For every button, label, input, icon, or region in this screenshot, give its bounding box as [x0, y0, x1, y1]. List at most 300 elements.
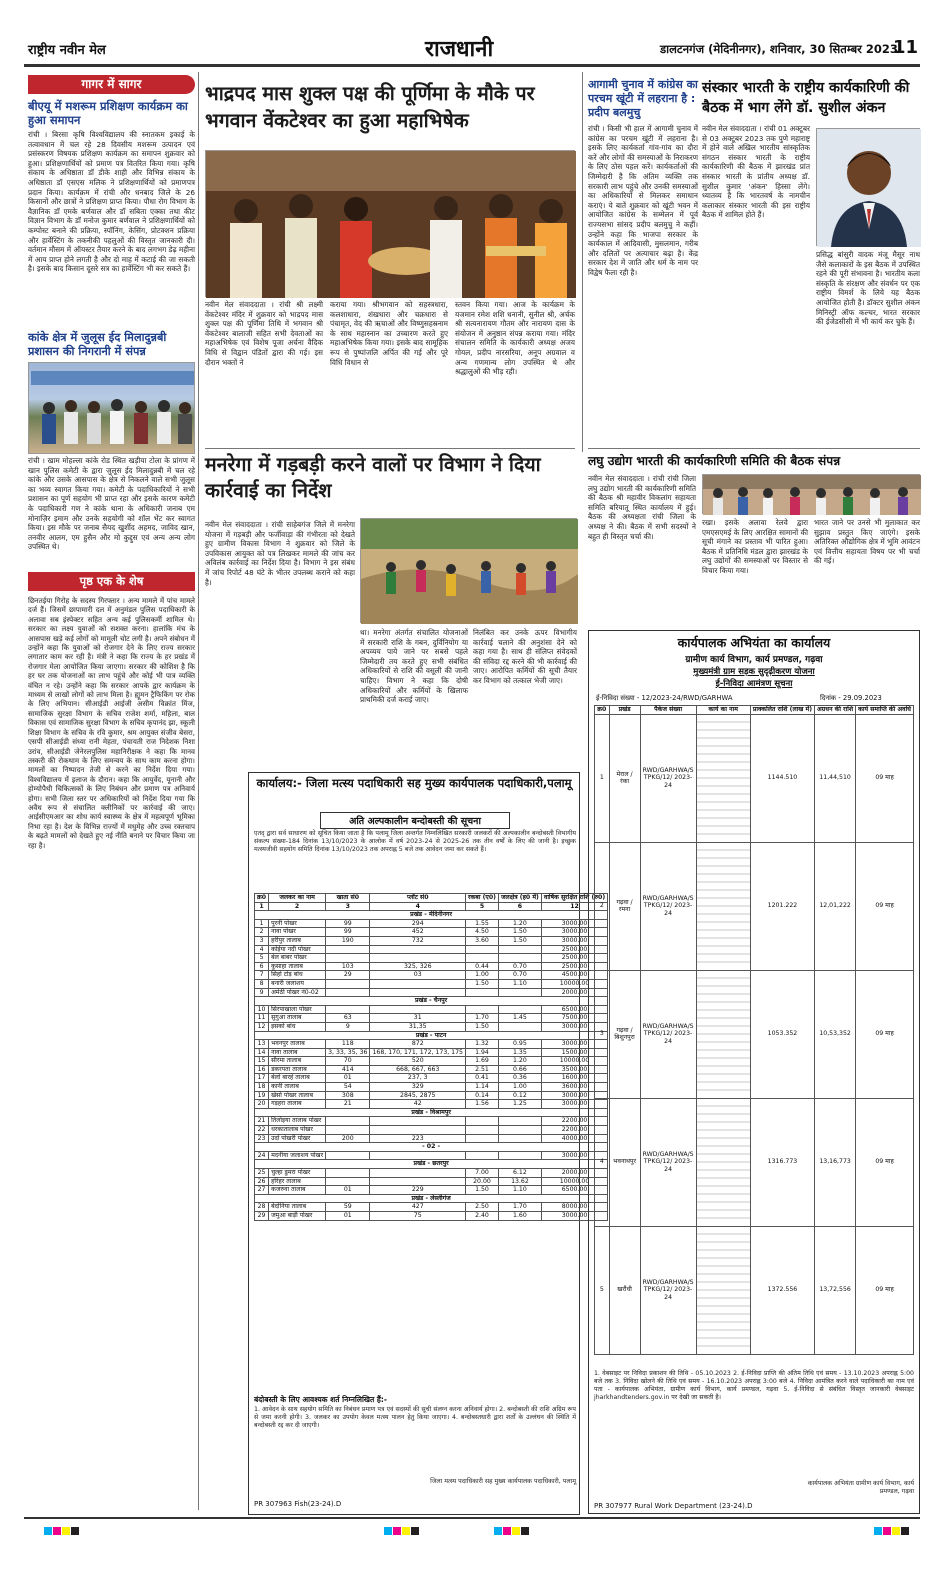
rwd-table-cell: 1201.222: [750, 842, 814, 970]
fish-table-row: [255, 919, 608, 928]
fish-table-cell: 0.66: [498, 1065, 541, 1074]
fish-table-cell: 103: [326, 962, 370, 971]
fish-table-cell: 2500.00: [541, 962, 607, 971]
fish-table-cell: बेलो बारहे तालाब: [269, 1074, 326, 1083]
shesh-body: छिनतईया गिरोह के सदस्य गिरफ्तार । अन्य मामले में पांच मामले दर्ज हैं। जिसमें छापामारी दल में अनुमंडल पुलिस पदाधिकारी के अलावा सब इंस्पेक्टर सहित अन्य कई पुलिसकर्मी शामिल थे। सरकार का लक्ष्य युवाओं को सशक्त करना। हालांकि मंच के आसपास खड़े कई लोगों को मामूली चोट लगी है। अपने संबोधन में उन्होंने कहा कि युवाओं को रोजगार देने के लिए राज्य सरकार लगातार काम कर रही है। मंत्री ने कहा कि राज्य के हर प्रखंड में रोजगार मेला आयोजित किया जाएगा। सरकार की कोशिश है कि हर घर तक योजनाओं का लाभ पहुंचे और कोई भी पात्र व्यक्ति वंचित न रहे। उन्होंने कहा कि सरकार आपके द्वार कार्यक्रम के माध्यम से लाखों लोगों को लाभ मिला है। ह्यूमन ट्रैफिकिंग पर रोक के लिए अभियान। सीआईडी आईजी असीम विक्रांत मिंज, सामाजिक सुरक्षा विभाग के सचिव राजेश शर्मा, महिला, बाल विकास एवं सामाजिक सुरक्षा विभाग के सचिव कृपानंद झा, स्कूली शिक्षा विभाग के सचिव के रवि कुमार, श्रम आयुक्त संजीव बेसरा, एसपी सीआईडी संध्या रानी मेहता, पंचायती राज निदेशक निशा उरांव, सीआईडी जेनेरलपुलिस महानिरीक्षक ने कहा कि मानव तस्करी की रोकथाम के लिए समन्वय के साथ काम करना होगा। मामलों का निष्पादन तेजी से करने का निर्देश दिया गया। विश्वविद्यालय में इलाज के दौरान। कहा कि आयुर्वेद, यूनानी और होम्योपैथी चिकित्सकों के लिए निबंधन और प्रमाण पत्र अनिवार्य होगा। सभी जिला स्तर पर अधिकारियों को निर्देश दिया गया कि अवैध रूप से संचालित क्लीनिकों पर कार्रवाई की जाए। आईसीएमआर का शोध कार्य स्वास्थ्य के क्षेत्र में महत्वपूर्ण भूमिका निभा रहा है। देश के विभिन्न राज्यों में मधुमेह और उच्च रक्तचाप के बढ़ते मामलों को देखते हुए नई नीति बनाने पर विचार किया जा रहा है।: [28, 596, 198, 850]
fish-table-cell: [370, 988, 466, 997]
fish-table-cell: [326, 954, 370, 963]
fish-table-cell: चुल्हा डुमरा पोखर: [269, 1169, 326, 1178]
fish-table-cell: 12: [255, 1022, 269, 1031]
rwd-table-grid: [594, 705, 914, 1355]
fish-table-cell: [466, 1134, 499, 1143]
fish-table: [254, 893, 606, 1221]
masthead-dateline: डालटनगंज (मेदिनीनगर), शनिवार, 30 सितम्बर 2023: [660, 42, 898, 56]
fish-table-cell: 14: [255, 1048, 269, 1057]
footer-rule: [24, 1517, 920, 1519]
fish-table-cell: 03: [370, 971, 466, 980]
fish-th: 6: [498, 902, 541, 911]
fish-table-cell: 1: [255, 919, 269, 928]
fish-table-cell: [498, 1151, 541, 1160]
fish-th: क्र0: [255, 894, 269, 903]
fish-table-cell: [326, 1151, 370, 1160]
fish-table-cell: 6500.00: [541, 1005, 607, 1014]
footer-registration-marks: [24, 1522, 920, 1534]
fish-table-cell: 0.36: [498, 1074, 541, 1083]
fish-table-cell: 668, 667, 663: [370, 1065, 466, 1074]
right-rule-1: [588, 448, 920, 449]
fish-block-label: - 02 -: [255, 1143, 608, 1152]
fish-table-cell: 3, 33, 35, 36: [326, 1048, 370, 1057]
fish-table-cell: 223: [370, 1134, 466, 1143]
rwd-table-row: [595, 714, 914, 842]
rwd-table-cell: गढ़वा / रमना: [609, 842, 640, 970]
fish-terms: 1. आवेदन के साथ सहयोग समिति का निबंधन प्रमाण पत्र एवं सदस्यों की सूची संलग्न करना अनिवार्य होगा। 2. बन्दोबस्ती की राशि अग्रिम रूप से जमा करनी होगी। 3. जलकर का उपयोग केवल मत्स्य पालन हेतु किया जाएगा। 4. बन्दोबस्तधारी द्वारा शर्तों के उल्लंघन की स्थिति में बन्दोबस्ती रद्द कर दी जाएगी।: [254, 1406, 579, 1430]
fish-table-cell: 01: [326, 1186, 370, 1195]
fish-table-cell: 2: [255, 928, 269, 937]
lead-col-1: नवीन मेल संवाददाता । रांची श्री लक्ष्मी वेंकटेश्वर मंदिर में शुक्रवार को भाद्रपद मास शुक्ल पक्ष की पूर्णिमा तिथि में भगवान श्री वेंकटेश्वर बालाजी सहित सभी देवताओं का महाअभिषेक एवं विशेष पूजा अर्चना वैदिक विधि से विद्वान पंडितों द्वारा की गई। इस दौरान भक्तों ने: [205, 300, 326, 367]
fish-table-cell: 452: [370, 928, 466, 937]
rwd-table-cell: 4: [595, 1098, 610, 1226]
fish-table-cell: बेदोनिया तालाब: [269, 1203, 326, 1212]
registration-swatch: [883, 1527, 891, 1535]
lead-bottom-rule: [205, 448, 575, 449]
rwd-table-row: [595, 1098, 914, 1226]
fish-table-cell: 75: [370, 1211, 466, 1220]
fish-table-cell: [466, 954, 499, 963]
fish-table-cell: 872: [370, 1040, 466, 1049]
fish-table-cell: [498, 954, 541, 963]
rwd-table-cell: RWD/GARHWA/S TPKG/12/ 2023-24: [640, 970, 696, 1098]
fish-th: वार्षिक सुरक्षित राशि (रु0): [541, 894, 607, 903]
fish-table-cell: 01: [326, 1074, 370, 1083]
fish-table-cell: 70: [326, 1057, 370, 1066]
fish-table-cell: 7500.00: [541, 1014, 607, 1023]
registration-swatch: [512, 1527, 520, 1535]
rally-people-graphic: [29, 363, 196, 455]
fish-table-cell: 8: [255, 979, 269, 988]
fish-table-cell: 520: [370, 1057, 466, 1066]
lead-col-3: स्तवन किया गया। आज के कार्यक्रम के यजमान रमेश शशि धनानी, सुनील श्री, अर्चक श्री सत्यनारायण गौतम और नारायण दास के संयोजन में अनुष्ठान संपन्न कराया गया। मंदिर संचालन समिति के कार्यकारी अध्यक्ष अजय गोयल, प्रदीप नारसरिया, अनूप अग्रवाल व अन्य गणमान्य लोग उपस्थित थे और श्रद्धालुओं की भीड़ रही।: [455, 300, 578, 377]
rwd-th: क्र0: [595, 706, 610, 715]
fish-table-cell: नावा तालाब: [269, 1048, 326, 1057]
fish-block-label: प्रखंड - पाटन: [255, 1031, 608, 1040]
rwd-signatory: कार्यपालक अभियंता ग्रामीण कार्य विभाग, कार्य प्रमण्डल, गढ़वा: [807, 1480, 917, 1495]
fish-table-cell: तिलोइया तालाब पोखर: [269, 1117, 326, 1126]
rwd-table-cell: 09 माह: [856, 1226, 914, 1354]
rwd-table-cell: RWD/GARHWA/S TPKG/12/ 2023-24: [640, 1226, 696, 1354]
fish-table-cell: 21: [326, 1100, 370, 1109]
fish-table-cell: [370, 1117, 466, 1126]
fish-table-cell: कानी तालाब: [269, 1083, 326, 1092]
masthead-section: राजधानी: [425, 37, 494, 62]
rwd-table-cell: RWD/GARHWA/S TPKG/12/ 2023-24: [640, 1098, 696, 1226]
fish-block-row: [255, 997, 608, 1006]
fish-table-cell: 0.44: [466, 962, 499, 971]
fish-block-row: [255, 1143, 608, 1152]
fish-table-cell: 0.12: [498, 1091, 541, 1100]
rwd-notes: 1. वेबसाइट पर निविदा प्रकाशन की तिथि - 05.10.2023 2. ई-निविदा प्राप्ति की अंतिम तिथि एवं समय - 13.10.2023 अपराह्न 5:00 बजे तक 3. निविदा खोलने की तिथि एवं समय - 16.10.2023 अपराह्न 3:00 बजे 4. निविदा आमंत्रित करने वाले पदाधिकारी का नाम एवं पता - कार्यपालक अभियंता, ग्रामीण कार्य विभाग, कार्य प्रमण्डल, गढ़वा 5. ई-निविदा से संबंधित विस्तृत जानकारी वेबसाइट jharkhandtenders.gov.in पर देखी जा सकती है।: [594, 1370, 916, 1401]
fish-table-cell: 8000.00: [541, 1203, 607, 1212]
fish-table-cell: सुगुआ तालाब: [269, 1014, 326, 1023]
fish-table-cell: भवनपुर तालाब: [269, 1040, 326, 1049]
fish-table-row: [255, 954, 608, 963]
fish-table-cell: 229: [370, 1186, 466, 1195]
rwd-th: प्राक्कलित राशि (लाख में): [750, 706, 814, 715]
fish-table-cell: डकरपता तालाब: [269, 1065, 326, 1074]
rwd-table-cell: 09 माह: [856, 1098, 914, 1226]
fish-table-cell: बेल बाबर पोखर: [269, 954, 326, 963]
fish-table-cell: [498, 1022, 541, 1031]
fish-table-colnums: [255, 902, 608, 911]
fish-table-cell: 1.00: [498, 1083, 541, 1092]
fish-table-cell: 7: [255, 971, 269, 980]
fish-table-cell: 1.50: [498, 928, 541, 937]
fish-table-cell: 427: [370, 1203, 466, 1212]
sanskar-col-2: प्रसिद्ध बांसुरी वादक मंजू मैसूर नाथ जैसे कलाकारों के इस बैठक में उपस्थित रहने की पूरी संभावना है। भारतीय कला संस्कृति के संरक्षण और संवर्धन पर एक राष्ट्रीय विमर्श के लिये यह बैठक आयोजित होती है। डॉक्टर सुशील अंकन मिनिस्ट्री ऑफ कल्चर, भारत सरकार की ईजेडसीसी में भी कार्य कर चुके हैं।: [816, 250, 923, 327]
story2-headline: कांके क्षेत्र में जुलूस ईद मिलादुन्नबी प्रशासन की निगरानी में संपन्न: [28, 331, 167, 358]
registration-swatch: [384, 1527, 392, 1535]
fish-table-cell: [466, 945, 499, 954]
fish-table-cell: 10000.00: [541, 1057, 607, 1066]
fish-table-cell: नावा पोखर: [269, 928, 326, 937]
fish-block-row: [255, 1194, 608, 1203]
fish-table-cell: 2200.00: [541, 1117, 607, 1126]
fish-table-row: [255, 1048, 608, 1057]
fish-table-cell: 200: [326, 1134, 370, 1143]
rwd-table-cell: 09 माह: [856, 842, 914, 970]
portrait-graphic: [817, 129, 921, 247]
fish-th: प्लॉट सं0: [370, 894, 466, 903]
fish-table-cell: 1.20: [498, 919, 541, 928]
rwd-date: दिनांक - 29.09.2023: [820, 694, 882, 702]
rwd-table-cell: 3: [595, 970, 610, 1098]
fish-table-cell: 11: [255, 1014, 269, 1023]
fish-table-cell: 3000.00: [541, 1091, 607, 1100]
fish-table-cell: सिहो टोड़ बांध: [269, 971, 326, 980]
mnrega-col-2: था। मनरेगा अंतर्गत संचालित योजनाओं में सरकारी राशि के गबन, दुर्विनियोग या अपव्यय पाये जाने पर सबसे पहले जिम्मेदारी तय करते हुए सभी संबंधित अधिकारियों से राशि की वसूली की जानी चाहिए। विभाग ने कहा कि दोषी अधिकारियों और कर्मियों के खिलाफ प्राथमिकी दर्ज कराई जाए।: [360, 628, 471, 705]
fish-table-cell: कोईया नदी पोखर: [269, 945, 326, 954]
fish-notice-title: कार्यालय:- जिला मत्स्य पदाधिकारी सह मुख्य कार्यपालक पदाधिकारी,पलामू: [256, 776, 572, 790]
rwd-table-cell: 13,16,773: [815, 1098, 856, 1226]
fish-table-cell: 1.55: [466, 919, 499, 928]
fish-table-cell: [498, 1005, 541, 1014]
rwd-table-cell: 11,44,510: [815, 714, 856, 842]
fish-table-cell: 25: [255, 1169, 269, 1178]
fish-table-row: [255, 962, 608, 971]
fish-table-cell: 13.62: [498, 1177, 541, 1186]
fish-table-cell: 1500.00: [541, 1048, 607, 1057]
fish-table-header: [255, 894, 608, 903]
fish-table-cell: 1.20: [498, 1057, 541, 1066]
fish-table-cell: हरीपुर तालाब: [269, 936, 326, 945]
rwd-table-cell: 09 माह: [856, 970, 914, 1098]
fish-table-cell: 10000.00: [541, 979, 607, 988]
registration-swatch: [62, 1527, 70, 1535]
rwd-table-cell: 1: [595, 714, 610, 842]
rwd-table-cell: मेराल / रंका: [609, 714, 640, 842]
fish-table-row: [255, 1100, 608, 1109]
fish-table-cell: 7.00: [466, 1169, 499, 1178]
fish-table-row: [255, 1091, 608, 1100]
fish-table-cell: 2000.00: [541, 1169, 607, 1178]
fish-table-cell: 27: [255, 1186, 269, 1195]
fish-table-cell: [370, 1126, 466, 1135]
fish-table-cell: 4000.00: [541, 1134, 607, 1143]
fish-table-cell: कुसाहा तालाब: [269, 962, 326, 971]
election-headline: आगामी चुनाव में कांग्रेस का परचम खूंटी में लहराना है : प्रदीप बलमुचु: [588, 78, 698, 119]
lead-photo: [205, 150, 575, 297]
fish-table-cell: 9: [326, 1022, 370, 1031]
fish-table-cell: 4500.00: [541, 971, 607, 980]
fish-th: 12: [541, 902, 607, 911]
rwd-table: [594, 705, 914, 1355]
fish-table-cell: [326, 988, 370, 997]
center-divider: [582, 72, 583, 452]
fish-th: जलकर का नाम: [269, 894, 326, 903]
fish-block-row: [255, 1031, 608, 1040]
rwd-table-cell: 1053.352: [750, 970, 814, 1098]
fish-th: 3: [326, 902, 370, 911]
fish-table-cell: कजरुवा तालाब: [269, 1186, 326, 1195]
fish-table-row: [255, 1057, 608, 1066]
laghu-photo: [702, 474, 920, 514]
fish-table-cell: 5: [255, 954, 269, 963]
fish-table-cell: 16: [255, 1065, 269, 1074]
fish-table-cell: 0.14: [466, 1091, 499, 1100]
fish-table-cell: 20: [255, 1100, 269, 1109]
fish-table-cell: 1.60: [498, 1211, 541, 1220]
rwd-table-cell: खरौंधी: [609, 1226, 640, 1354]
fish-table-row: [255, 1211, 608, 1220]
rwd-scheme: मुख्यमंत्री ग्राम सड़क सुदृढ़ीकरण योजना: [693, 667, 815, 677]
fish-table-cell: 6: [255, 962, 269, 971]
fish-table-cell: 1.50: [466, 979, 499, 988]
fish-table-row: [255, 936, 608, 945]
fish-terms-title: बंदोबस्ती के लिए आवश्यक शर्त निम्नलिखित हैं:-: [254, 1395, 388, 1404]
masthead-rule: [24, 64, 920, 67]
lead-col-2: कराया गया। श्रीभगवान को सहस्त्रधारा, कलशाधारा, शंखधारा और चक्रधारा से पंचामृत, वेद की ऋचाओं और विष्णुसहस्रनाम के साथ महास्नान का उच्चारण करते हुए महाअभिषेक किया गया। इसके बाद सामूहिक रूप से पुष्पांजलि अर्पित की गई और पूरे विधि विधान से: [330, 300, 451, 367]
registration-swatch: [503, 1527, 511, 1535]
story1-body: रांची । बिरसा कृषि विश्वविद्यालय की स्नातकम इकाई के तत्वावधान में चल रहे 28 दिवसीय मशरूम उत्पादन एवं प्रसंस्करण विषयक प्रशिक्षण कार्यक्रम का समापन शुक्रवार को हुआ। प्रशिक्षणार्थियों को प्रमाण पत्र वितरित किया गया। कृषि संकाय के अधिष्ठाता डॉ डीके शाही और विभिन्न संकाय के अधिष्ठाता डॉ एसएस मलिक ने प्रशिक्षणार्थियों को प्रमाणपत्र प्रदान किया। कार्यक्रम में रांची और धनबाद जिले के 26 किसानों और छात्रों ने प्रशिक्षण प्राप्त किया। पौधा रोग विभाग के वैज्ञानिक डॉ एमके बर्णवाल और डॉ सबिता एक्का तथा कीट विज्ञान विभाग के डॉ मनोज कुमार बर्णवाल ने प्रशिक्षणार्थियों को कम्पोस्ट बनाने की प्रक्रिया, स्पॉनिंग, केसिंग, प्रोटक्शन प्रक्रिया और हार्वेस्टिंग के तकनीकी पहलुओं की विस्तृत जानकारी दी। वर्तमान मौसम में ऑयस्टर तैयार करने के बाद लगभग डेढ़ महीना में आय प्राप्त होने लगती है और दो माह में कटाई की जा सकती है। इसके बाद किसान दूसरे सत्र का हार्वेस्टिंग भी कर सकते हैं।: [28, 130, 198, 274]
fish-table-cell: [370, 979, 466, 988]
laghu-col-2: रखा। इसके अलावा रेलवे द्वारा एमएसएमई के लिए आरक्षित सामानों की सूची मंगाने का प्रस्ताव भी पारित हुआ। बैठक में प्रतिनिधि मंडल द्वारा झारखंड के लघु उद्योगों की समस्याओं पर विस्तार से विचार किया गया।: [702, 518, 811, 575]
rwd-office-2: ग्रामीण कार्य विभाग, कार्य प्रमण्डल, गढ़वा: [685, 655, 823, 665]
rwd-table-cell: 5: [595, 1226, 610, 1354]
fish-table-cell: [326, 945, 370, 954]
fish-table-cell: मदनीया जलाशय पोखर: [269, 1151, 326, 1160]
fish-table-row: [255, 1177, 608, 1186]
registration-swatch: [44, 1527, 52, 1535]
fish-table-cell: गड़हरा तालाब: [269, 1100, 326, 1109]
rwd-th: पैकेज संख्या: [640, 706, 696, 715]
fish-table-cell: 308: [326, 1091, 370, 1100]
fish-table-cell: 29: [255, 1211, 269, 1220]
fish-table-cell: 6.12: [498, 1169, 541, 1178]
registration-swatch: [901, 1527, 909, 1535]
fish-table-cell: 2200.00: [541, 1126, 607, 1135]
fish-table-row: [255, 1169, 608, 1178]
fish-table-cell: [370, 954, 466, 963]
fish-table-cell: 1.50: [466, 1022, 499, 1031]
rwd-table-row: [595, 842, 914, 970]
fish-table-cell: 01: [326, 1211, 370, 1220]
fish-notice-subtitle: अति अल्पकालीन बन्दोबस्ती की सूचना: [320, 812, 510, 829]
left-banner: गागर में सागर: [28, 75, 195, 94]
fish-table-row: [255, 1005, 608, 1014]
fish-th: 1: [255, 902, 269, 911]
fish-table-cell: 4: [255, 945, 269, 954]
rally-photo: [28, 362, 195, 454]
fish-table-cell: 1.45: [498, 1014, 541, 1023]
rwd-th: कार्य का नाम: [696, 706, 750, 715]
fish-table-cell: 3600.00: [541, 1083, 607, 1092]
fish-table-cell: 42: [370, 1100, 466, 1109]
rwd-ref-number: ई-निविदा संख्या - 12/2023-24/RWD/GARHWA: [596, 694, 733, 702]
registration-swatch: [411, 1527, 419, 1535]
fish-table-cell: 190: [326, 936, 370, 945]
fish-table-cell: [326, 1126, 370, 1135]
fish-table-cell: 10: [255, 1005, 269, 1014]
fish-table-cell: 1.10: [498, 1186, 541, 1195]
laghu-col-3: भारत जाने पर उनसे भी मुलाकात कर सुझाव प्रस्तुत किए जाएंगे। इसके अतिरिक्त औद्योगिक क्षेत्र में भूमि आवंटन एवं वित्तीय सहायता विषय पर भी चर्चा की गई।: [814, 518, 923, 566]
fish-table-cell: 3000.00: [541, 1022, 607, 1031]
registration-swatch: [521, 1527, 529, 1535]
story2-body: रांची । खाम मोहल्ला कांके रोड स्थित खड़ीया टोला के प्रांगण में खान पुलिस कमेटी के द्वारा जुलूस ईद मिलादुन्नबी में चल रहे कांके और उसके आसपास के क्षेत्र से निकलने वाले सभी जुलूस का भव्य स्वागत किया गया। कमेटी के पदाधिकारियों ने सभी प्रशासन का पूर्ण सहयोग भी प्राप्त रहा और इसके कारण कमेटी के पदाधिकारी गण ने कांके थाना के अधिकारी जनाब एम मोनाज़िर इमाम और उनके सहयोगी को शॉल भेंट कर स्वागत किया। इस मौके पर जनाब सैयद खुर्शीद अहमद, जाविद खान, तनवीर आलम, एम हुसैन और मो कुद्दुस एवं अन्य अन्य लोग उपस्थित थे।: [28, 456, 198, 552]
fish-table-row: [255, 988, 608, 997]
fish-table-cell: बनारी जलाशय: [269, 979, 326, 988]
fish-table-cell: 1.32: [466, 1040, 499, 1049]
mnrega-col-1: नवीन मेल संवाददाता । रांची साहेबगंज जिले में मनरेगा योजना में गड़बड़ी और फर्जीवाड़ा की गंभीरता को देखते हुए ग्रामीण विकास विभाग ने शुक्रवार को जिले के उपविकास आयुक्त को पत्र लिखकर मामले की जांच कर अविलंब कार्रवाई का निर्देश दिया है। विभाग ने इस संबंध में जांच रिपोर्ट 48 घंटे के भीतर उपलब्ध कराने को कहा है।: [205, 520, 358, 587]
fish-table-cell: 3500.00: [541, 1065, 607, 1074]
fish-table-row: [255, 928, 608, 937]
meeting-group-graphic: [703, 475, 921, 515]
lead-headline: भाद्रपद मास शुक्ल पक्ष की पूर्णिमा के मौके पर भगवान वेंकटेश्वर का हुआ महाभिषेक: [205, 82, 535, 132]
fish-table-cell: पुरनी पोखर: [269, 919, 326, 928]
fish-table-cell: 3000.00: [541, 1040, 607, 1049]
fish-table-cell: 63: [326, 1014, 370, 1023]
field-workers-graphic: [361, 519, 578, 624]
fish-table-cell: 1.10: [498, 979, 541, 988]
fish-table-cell: सीरमा तालाब: [269, 1057, 326, 1066]
fish-table-cell: 10000.00: [541, 1177, 607, 1186]
fish-table-cell: [498, 1134, 541, 1143]
fish-table-cell: 22: [255, 1126, 269, 1135]
page-number: 11: [893, 37, 919, 58]
fish-table-cell: [466, 1117, 499, 1126]
fish-table-cell: खेसो पोखर तालाब: [269, 1091, 326, 1100]
fish-table-cell: हरिहर तालाब: [269, 1177, 326, 1186]
fish-table-cell: 0.70: [498, 971, 541, 980]
shesh-banner: पृष्ठ एक के शेष: [28, 572, 195, 591]
fish-table-cell: 3000.00: [541, 1211, 607, 1220]
fish-block-label: प्रखंड - मेदिनीनगर: [255, 911, 608, 920]
fish-table-cell: [326, 1117, 370, 1126]
fish-table-row: [255, 1083, 608, 1092]
fish-table-cell: 329: [370, 1083, 466, 1092]
fish-table-row: [255, 1126, 608, 1135]
sanskar-col-1: नवीन मेल संवाददाता । रांची 01 अक्टूबर से 03 अक्टूबर 2023 तक पुणे महाराष्ट्र में होने वाले अखिल भारतीय सांस्कृतिक संगठन संस्कार भारती के राष्ट्रीय कार्यकारिणी की बैठक में झारखंड प्रांत संस्कार भारती के प्रांतीय अध्यक्ष डॉ. सुशील कुमार 'अंकन' हिस्सा लेंगे। ध्यातव्य है कि भारतवर्ष के नामचीन कलाकार संस्कार भारती की इस राष्ट्रीय बैठक में शामिल होते हैं।: [702, 124, 813, 220]
rwd-table-cell: भवनाथपुर: [609, 1098, 640, 1226]
fish-table-cell: 1.25: [498, 1100, 541, 1109]
masthead-brand: राष्ट्रीय नवीन मेल: [28, 43, 106, 58]
rwd-table-row: [595, 1226, 914, 1354]
fish-th: जलक्षेत्र (ह0 में): [498, 894, 541, 903]
fish-table-cell: 18: [255, 1083, 269, 1092]
fish-table-cell: 1.35: [498, 1048, 541, 1057]
fish-table-cell: 4.50: [466, 928, 499, 937]
fish-table-cell: 2500.00: [541, 954, 607, 963]
fish-table-cell: 3000.00: [541, 919, 607, 928]
fish-table-cell: उर्दा पोखरी पोखर: [269, 1134, 326, 1143]
fish-pr-number: PR 307963 Fish(23-24).D: [254, 1500, 342, 1508]
fish-block-label: प्रखंड - विश्रामपुर: [255, 1108, 608, 1117]
sanskar-headline: संस्कार भारती के राष्ट्रीय कार्यकारिणी की बैठक में भाग लेंगे डॉ. सुशील अंकन: [702, 80, 910, 116]
rwd-work-description: [696, 842, 750, 970]
ritual-scene-graphic: [206, 151, 576, 298]
fish-table-row: [255, 1134, 608, 1143]
rwd-table-cell: 09 माह: [856, 714, 914, 842]
mnrega-headline: मनरेगा में गड़बड़ी करने वालों पर विभाग ने दिया कार्रवाई का निर्देश: [205, 453, 541, 502]
fish-table-grid: [254, 893, 608, 1221]
fish-table-row: [255, 1065, 608, 1074]
fish-block-label: प्रखंड - लेस्लीगंज: [255, 1194, 608, 1203]
fish-table-cell: 3000.00: [541, 1151, 607, 1160]
fish-th: 5: [466, 902, 499, 911]
fish-table-row: [255, 1203, 608, 1212]
fish-table-cell: अमेठी पोखर नं0-02: [269, 988, 326, 997]
fish-table-row: [255, 1040, 608, 1049]
fish-table-cell: 28: [255, 1203, 269, 1212]
fish-table-cell: 1.50: [498, 936, 541, 945]
registration-swatch: [71, 1527, 79, 1535]
fish-table-row: [255, 1117, 608, 1126]
fish-table-cell: 54: [326, 1083, 370, 1092]
fish-table-cell: 1.69: [466, 1057, 499, 1066]
fish-table-cell: [326, 979, 370, 988]
fish-table-cell: 1.70: [498, 1203, 541, 1212]
rwd-table-cell: 13,72,556: [815, 1226, 856, 1354]
fish-block-label: प्रखंड - छतरपुर: [255, 1160, 608, 1169]
laghu-headline: लघु उद्योग भारती की कार्यकारिणी समिति की बैठक संपन्न: [588, 454, 841, 468]
fish-table-cell: 237, 3: [370, 1074, 466, 1083]
fish-table-cell: 31: [370, 1014, 466, 1023]
fish-th: रकबा (ए0): [466, 894, 499, 903]
rwd-pr-number: PR 307977 Rural Work Department (23-24).D: [594, 1502, 753, 1510]
fish-table-cell: 6500.00: [541, 1186, 607, 1195]
fish-notice-intro: एतद् द्वारा सर्व साधारण को सूचित किया जाता है कि पलामू जिला अन्तर्गत निम्नलिखित सरकारी जलकरों की अल्पकालीन बन्दोबस्ती विभागीय संकल्प संख्या-184 दिनांक 13/10/2023 के आलोक में वर्ष 2023-24 से 2025-26 तक तीन वर्षों के लिए की जानी है। इच्छुक मत्स्यजीवी सहयोग समिति दिनांक 13/10/2023 तक अपराह्न 5 बजे तक आवेदन जमा कर सकते हैं।: [254, 830, 579, 854]
fish-table-cell: 99: [326, 919, 370, 928]
fish-table-cell: 325, 326: [370, 962, 466, 971]
rwd-office: कार्यपालक अभियंता का कार्यालय: [677, 635, 831, 650]
rwd-table-cell: 12,01,222: [815, 842, 856, 970]
story1-headline: बीएयू में मशरूम प्रशिक्षण कार्यक्रम का हुआ समापन: [28, 99, 188, 127]
fish-table-row: [255, 945, 608, 954]
election-body: रांची । किसी भी हाल में आगामी चुनाव में कांग्रेस का परचम खूंटी में लहराना है। इसके लिए कार्यकर्ता गांव-गांव का दौरा करें और लोगों की समस्याओं के निराकरण के लिए ठोस पहल करें। कार्यकर्ताओं की जिम्मेदारी है कि अंतिम व्यक्ति तक सरकारी लाभ पहुंचे और उनकी समस्याओं का अधिकारियों से मिलकर समाधान कराएं। ये बातें शुक्रवार को खूंटी भवन में आयोजित कांग्रेस के सम्मेलन में पूर्व राज्यसभा सांसद प्रदीप बलमुचु ने कहीं। उन्होंने कहा कि भाजपा सरकार के कार्यकाल में आदिवासी, मुसलमान, गरीब और दलितों पर अत्याचार बढ़ा है। केंद्र सरकार देश में जाति और धर्म के नाम पर विद्वेष फैला रही है।: [588, 124, 701, 277]
fish-table-cell: 0.41: [466, 1074, 499, 1083]
registration-swatch: [402, 1527, 410, 1535]
fish-table-cell: 294: [370, 919, 466, 928]
fish-table-cell: 0.95: [498, 1040, 541, 1049]
fish-table-cell: 2.40: [466, 1211, 499, 1220]
fish-table-row: [255, 1151, 608, 1160]
fish-table-cell: 0.70: [498, 962, 541, 971]
fish-table-cell: 19: [255, 1091, 269, 1100]
fish-block-label: प्रखंड - चैनपुर: [255, 997, 608, 1006]
fish-table-row: [255, 979, 608, 988]
rwd-th: प्रखंड: [609, 706, 640, 715]
color-registration-bar: [24, 1525, 920, 1537]
fish-table-row: [255, 971, 608, 980]
